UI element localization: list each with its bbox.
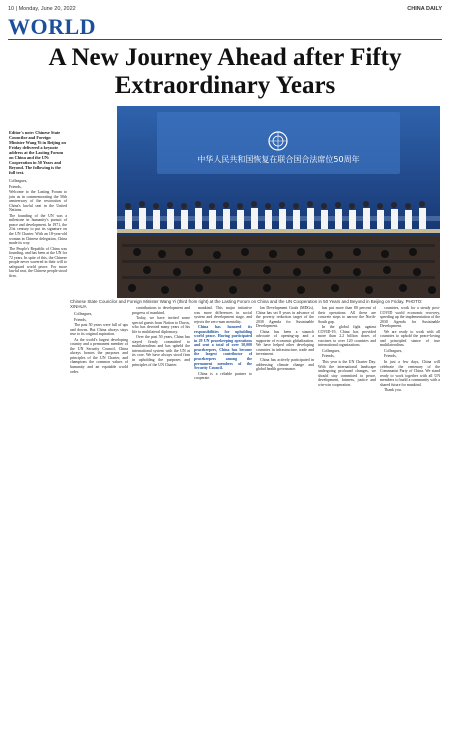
- paragraph: China has been a staunch advocate of opening-up and a supporter of economic globalization. We have helped other developing countries in infrastructure, trade and investment.: [256, 329, 314, 357]
- paragraph: Thank you.: [384, 388, 402, 393]
- highlighted-paragraph: China has honored its responsibilities for upholding world peace. Having participated in 29 UN peacekeeping operations and sent a total of over 50,000 peacekeepers, China has become the largest contributor of peacekeepers among the permanent members of the Security Council.: [194, 325, 252, 371]
- column-6: [318, 306, 376, 388]
- section-title: WORLD: [8, 14, 97, 39]
- paragraph: We are ready to work with all countries to uphold the peace-loving and principled stance of true multilateralism.: [380, 329, 440, 348]
- paragraph: Over the past 50 years, China has stayed firmly committed to multilateralism and has upheld the international system with the UN at its core. We have always stood firm in upholding the purposes and principles of the UN Charter.: [132, 335, 190, 367]
- paragraph: Colleagues,: [9, 179, 28, 183]
- page-info: 10 | Monday, June 20, 2022: [8, 6, 76, 12]
- paragraph: Today, we have invited some special guests from Nation to Davos, who has devoted many years of his life to multilateral diplomacy.: [132, 316, 190, 334]
- paragraph: lan Development Goals (MDGs). China has set 8 years in advance of the poverty reduction target of the 2030 Agenda for Sustainable Development.: [256, 306, 314, 329]
- paragraph: In just a few days, China will celebrate the centenary of the Communist Party of China. We stand ready to work together with all UN members to build a community with a shared future for mankind.: [380, 360, 440, 387]
- un-emblem-icon: [269, 132, 287, 150]
- paragraph: This year is the UN Charter Day. With the international landscape undergoing profound changes, we should stay committed to peace, development, fairness, justice and win-win cooperation.: [318, 360, 376, 387]
- paragraph: The founding of the UN was a milestone in humanity's pursuit of peace and development. In 1971, the 21st century to put its signature on the UN Charter. With an 18-year-old woman in Chinese delegation, China made its way.: [9, 213, 67, 246]
- column-4: [194, 306, 252, 382]
- paragraph: Friends,: [384, 354, 397, 359]
- masthead: CHINA DAILY: [407, 6, 442, 12]
- paragraph: Colleagues,: [74, 312, 93, 316]
- paragraph: In the global fight against COVID-19, China has provided more than 2.2 billion doses of vaccines to over 120 countries and international organizations.: [318, 325, 376, 348]
- paragraph: countries, work for a steady post-COVID world economic recovery, speeding up the implementation of the 2030 Agenda for Sustainable Development.: [380, 306, 440, 329]
- paragraph: China is a reliable partner to cooperate.: [194, 371, 252, 381]
- paragraph: Friends,: [322, 354, 335, 359]
- editor-note: Editor's note: Chinese State Councilor and Foreign Minister Wang Yi in Beijing on Friday delivered a keynote address at the Lasting Forum on China and the UN: Cooperation in 50 Years and Beyond. The following is the full text.: [9, 130, 66, 175]
- forum-photo: [117, 106, 440, 298]
- paragraph: China has actively participated in addressing climate change and global health governance.: [256, 358, 314, 372]
- column-2: [70, 312, 128, 375]
- paragraph: Friends,: [9, 184, 22, 189]
- paragraph: mankind. This major initiative was more differences in social system and development stage, and rejects the zero-sum mentality.: [194, 306, 252, 324]
- column-3: [132, 306, 190, 368]
- paragraph: Friends,: [74, 317, 87, 322]
- paragraph: Colleagues,: [384, 348, 403, 353]
- paragraph: Welcome to the Lasting Forum to join us in commemorating the 50th anniversary of the restoration of China's lawful seat in the United Nations.: [9, 190, 67, 213]
- paragraph: contributions to development and progress of mankind.: [132, 306, 190, 315]
- column-7: [380, 306, 440, 394]
- photo-caption: Chinese State Councilor and Foreign Minister Wang Yi (third from right) at the Lasting Forum on China and the UN Cooperation in 50 Years and Beyond in Beijing on Friday. PHOTO: XINHUA: [70, 299, 423, 309]
- paragraph: has put more than 80 percent of their operations. All these are concrete steps to narrow the North-South gap.: [318, 306, 376, 324]
- paragraph: As the world's largest developing country and a permanent member of the UN Security Council, China always honors the purposes and principles of the UN Charter, and champions the common values of humanity and an equitable world order.: [70, 337, 128, 374]
- paragraph: Colleagues,: [322, 348, 341, 353]
- section-rule: [8, 39, 442, 40]
- column-1: [9, 130, 67, 279]
- backdrop-text: 中华人民共和国恢复在联合国合法席位50周年: [197, 155, 360, 164]
- paragraph: The People's Republic of China was founding, and has been at the UN for 72 years. In spite of this, the Chinese people never wavered in their will to safeguard world peace. For more lawful seat, the Chinese people stood firm.: [9, 246, 67, 278]
- paragraph: The past 50 years were full of ups and downs. But China always stays true to its original aspiration.: [70, 323, 128, 337]
- column-5: [256, 306, 314, 373]
- headline: A New Journey Ahead after Fifty Extraordinary Years: [48, 44, 402, 99]
